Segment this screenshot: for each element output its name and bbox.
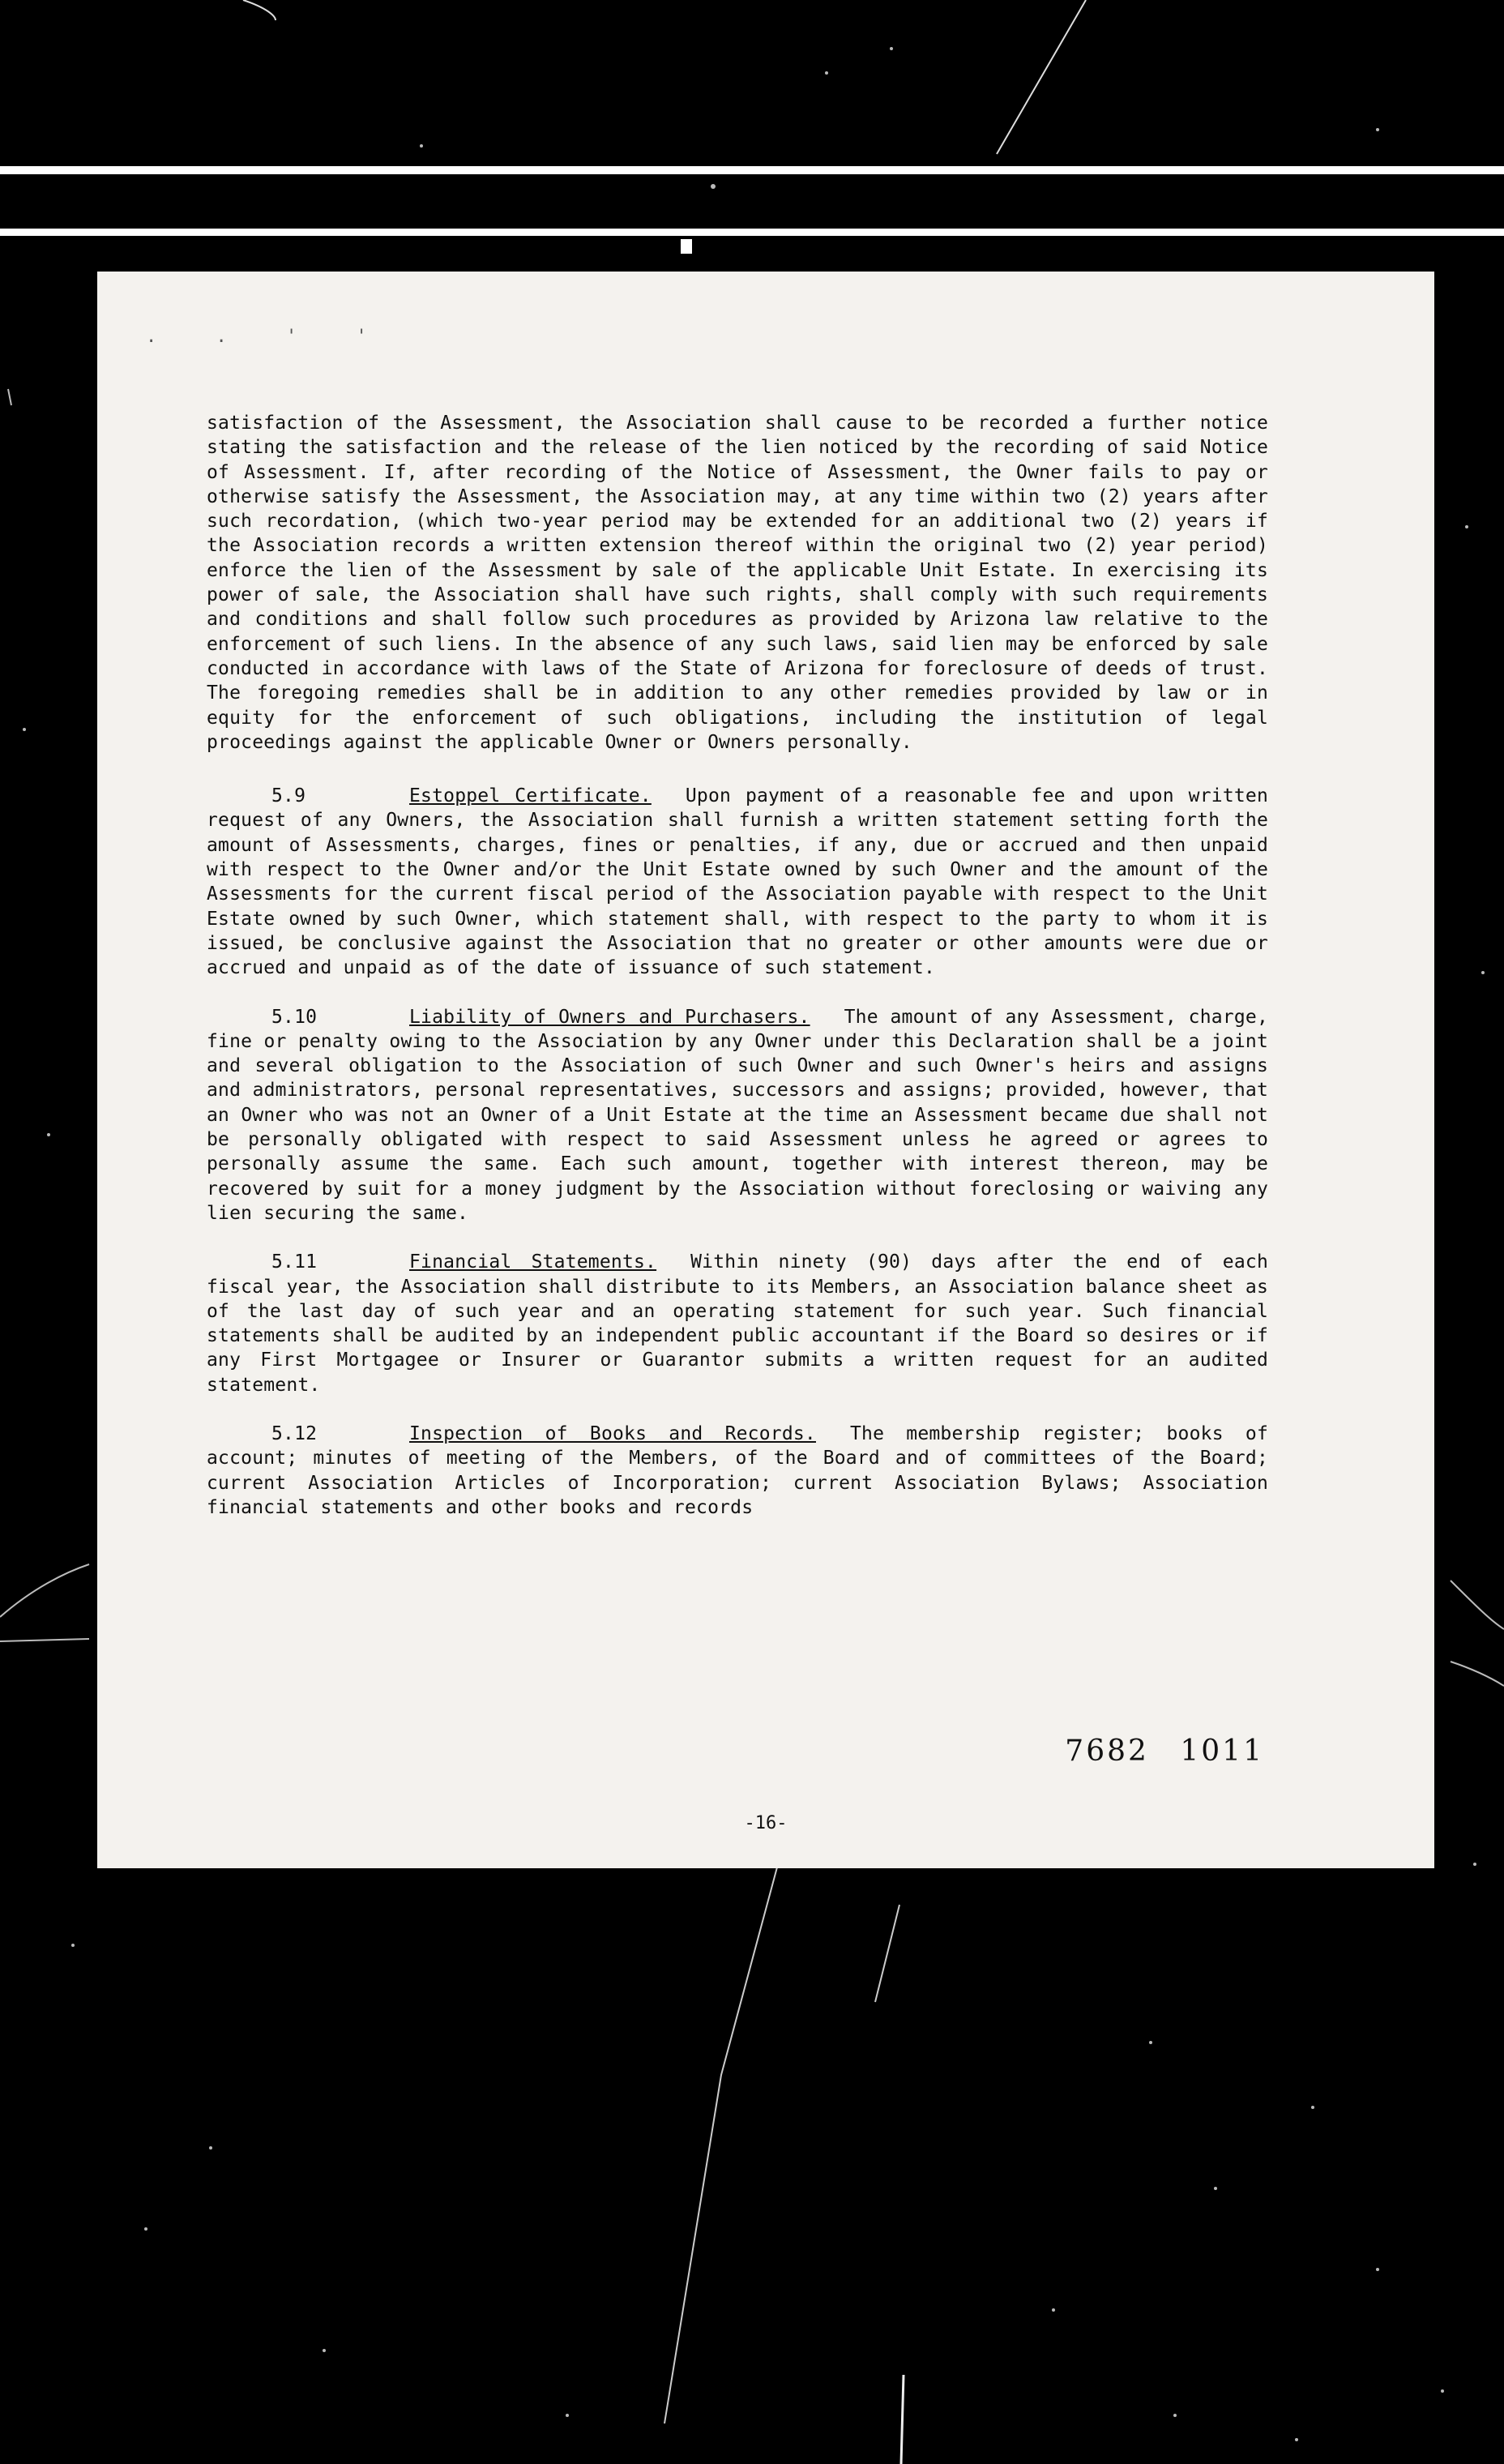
section-title: Estoppel Certificate. [409,785,652,807]
section-number: 5.12 [271,1422,318,1444]
section-text: Within ninety (90) days after the end of each fiscal year, the Association shall distribute to its Members, an Association balance sheet as of the last day of such year and an operating statement for such year. Such financial statements shall be audited by an independent public accountant if the Board so desires or if any First Mortgagee or Insurer or Guarantor submits a written request for an audited statement. [207,1251,1268,1396]
page-reference: 1011 [1180,1735,1264,1768]
recording-reference [1065,1735,1264,1768]
page-number: -16- [744,1813,788,1833]
section-number: 5.10 [271,1006,318,1028]
section-5-10 [207,1005,1268,1226]
section-5-12 [207,1422,1268,1520]
continuation-paragraph: satisfaction of the Assessment, the Association shall cause to be recorded a further notice stating the satisfaction and the release of the lien noticed by the recording of said Notice of Assessment. If, after recording of the Notice of Assessment, the Owner fails to pay or otherwise satisfy the Assessment, the Association may, at any time within two (2) years after such recordation, (which two-year period may be extended for an additional two (2) years if the Association records a written extension thereof within the original two (2) year period) enforce the lien of the Assessment by sale of the applicable Unit Estate. In exercising its power of sale, the Association shall have such rights, shall comply with such requirements and conditions and shall follow such procedures as provided by Arizona law relative to the enforcement of such liens. In the absence of any such laws, said lien may be enforced by sale conducted in accordance with laws of the State of Arizona for foreclosure of deeds of trust. The foregoing remedies shall be in addition to any other remedies provided by law or in equity for the enforcement of such obligations, including the institution of legal proceedings against the applicable Owner or Owners personally. [207,413,1268,753]
section-text: The membership register; books of account; minutes of meeting of the Members, of the Board and of committees of the Board; current Association Articles of Incorporation; current Association Bylaws; Association financial statements and other books and records [207,1422,1269,1518]
document-page [97,272,1434,1868]
section-text: Upon payment of a reasonable fee and upon written request of any Owners, the Association shall furnish a written statement setting forth the amount of Assessments, charges, fines or penalties, if any, due or accrued and then unpaid with respect to the Owner and/or the Unit Estate owned by such Owner and the amount of the Assessments for the current fiscal period of the Association payable with respect to the Unit Estate owned by such Owner, which statement shall, with respect to the party to whom it is issued, be conclusive against the Association that no greater or other amounts were due or accrued and unpaid as of the date of issuance of such statement. [207,785,1269,979]
section-title: Financial Statements. [409,1251,657,1273]
section-5-9 [207,784,1268,980]
section-5-11 [207,1250,1268,1397]
book-number: 7682 [1065,1735,1149,1768]
section-title: Liability of Owners and Purchasers. [409,1006,810,1028]
section-title: Inspection of Books and Records. [409,1422,816,1444]
section-text: The amount of any Assessment, charge, fine or penalty owing to the Association by any Owner under this Declaration shall be a joint and several obligation to the Association of such Owner and such Owner's heirs and assigns and administrators, personal representatives, successors and assigns; provided, however, that an Owner who was not an Owner of a Unit Estate at the time an Assessment became due shall not be personally obligated with respect to said Assessment unless he agreed or agrees to personally assume the same. Each such amount, together with interest thereon, may be recovered by suit for a money judgment by the Association without foreclosing or waiving any lien securing the same. [207,1006,1269,1224]
section-number: 5.9 [271,785,306,807]
document-body [207,411,1268,1544]
scan-speckles: . . ' ' [146,327,391,347]
section-number: 5.11 [271,1251,318,1273]
